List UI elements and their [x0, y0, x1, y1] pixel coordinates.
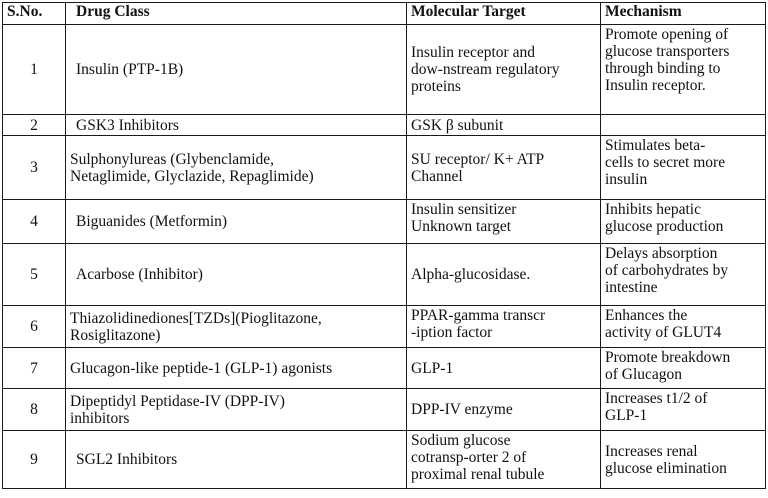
molecular-target-text: GLP-1 [411, 359, 454, 377]
table-row [3, 348, 766, 389]
row-number: 6 [3, 306, 66, 348]
mechanism-cell [601, 136, 766, 200]
row-number: 3 [3, 136, 66, 200]
molecular-target-cell [407, 389, 601, 431]
drug-class-text: Dipeptidyl Peptidase-IV (DPP-IV) inhibitors [70, 392, 285, 427]
drug-class-cell [66, 244, 407, 306]
row-number: 9 [3, 431, 66, 489]
mechanism-text: Promote opening of glucose transporters through binding to Insulin receptor. [605, 26, 730, 94]
mechanism-cell [601, 200, 766, 244]
molecular-target-text: DPP-IV enzyme [411, 401, 513, 418]
header-drug-class: Drug Class [66, 3, 407, 25]
table-row [3, 136, 766, 200]
molecular-target-text: SU receptor/ K+ ATP Channel [411, 150, 545, 185]
drug-class-cell [66, 306, 407, 348]
mechanism-text: Inhibits hepatic glucose production [605, 201, 724, 235]
drug-class-cell [66, 115, 407, 136]
row-number: 4 [3, 200, 66, 244]
header-molecular-target: Molecular Target [407, 3, 601, 25]
molecular-target-text: Insulin sensitizer Unknown target [411, 201, 517, 235]
table-row [3, 115, 766, 136]
drug-class-text: Acarbose (Inhibitor) [76, 266, 203, 283]
molecular-target-cell [407, 136, 601, 200]
drug-class-text: Thiazolidinediones[TZDs](Pioglitazone, Rosiglitazone) [70, 309, 322, 344]
molecular-target-text: Alpha-glucosidase. [411, 266, 531, 283]
molecular-target-cell [407, 306, 601, 348]
molecular-target-cell [407, 200, 601, 244]
mechanism-cell [601, 25, 766, 115]
drug-class-cell [66, 136, 407, 200]
molecular-target-cell [407, 115, 601, 136]
drug-class-cell [66, 25, 407, 115]
drug-class-cell [66, 389, 407, 431]
table-row [3, 200, 766, 244]
drug-class-text: Insulin (PTP-1B) [76, 61, 184, 78]
drug-class-text: Glucagon-like peptide-1 (GLP-1) agonists [70, 359, 333, 377]
table-row [3, 25, 766, 115]
drug-class-text: SGL2 Inhibitors [76, 451, 178, 468]
drug-class-text: Biguanides (Metformin) [76, 213, 228, 230]
molecular-target-cell [407, 431, 601, 489]
mechanism-text: Delays absorption of carbohydrates by intestine [605, 245, 729, 296]
table-row [3, 431, 766, 489]
molecular-target-text: Insulin receptor and dow-nstream regulatory proteins [411, 44, 560, 95]
row-number: 7 [3, 348, 66, 389]
molecular-target-cell [407, 348, 601, 389]
table-row [3, 244, 766, 306]
row-number: 8 [3, 389, 66, 431]
molecular-target-cell [407, 244, 601, 306]
molecular-target-text: Sodium glucose cotransp-orter 2 of proximal renal tubule [411, 432, 545, 483]
drug-class-text: Sulphonylureas (Glybenclamide, Netaglimide, Glyclazide, Repaglimide) [70, 150, 314, 185]
drug-class-cell [66, 200, 407, 244]
mechanism-text: Increases renal glucose elimination [605, 442, 727, 477]
mechanism-cell [601, 244, 766, 306]
row-number: 2 [3, 115, 66, 136]
mechanism-text: Promote breakdown of Glucagon [605, 349, 731, 383]
molecular-target-cell [407, 25, 601, 115]
molecular-target-text: GSK β subunit [411, 116, 504, 134]
mechanism-cell [601, 431, 766, 489]
table-row [3, 389, 766, 431]
mechanism-cell [601, 348, 766, 389]
drug-class-cell [66, 431, 407, 489]
molecular-target-text: PPAR-gamma transcr -iption factor [411, 307, 546, 341]
drug-class-table [2, 2, 766, 489]
drug-class-cell [66, 348, 407, 389]
mechanism-text: Increases t1/2 of GLP-1 [605, 390, 708, 424]
header-mechanism: Mechanism [601, 3, 766, 25]
header-sno: S.No. [3, 3, 66, 25]
mechanism-text: Enhances the activity of GLUT4 [605, 307, 722, 341]
mechanism-cell [601, 306, 766, 348]
mechanism-cell [601, 389, 766, 431]
table-header-row [3, 3, 766, 25]
row-number: 5 [3, 244, 66, 306]
table-row [3, 306, 766, 348]
drug-class-text: GSK3 Inhibitors [76, 116, 179, 134]
mechanism-text: Stimulates beta- cells to secret more insulin [605, 137, 726, 188]
mechanism-cell [601, 115, 766, 136]
row-number: 1 [3, 25, 66, 115]
